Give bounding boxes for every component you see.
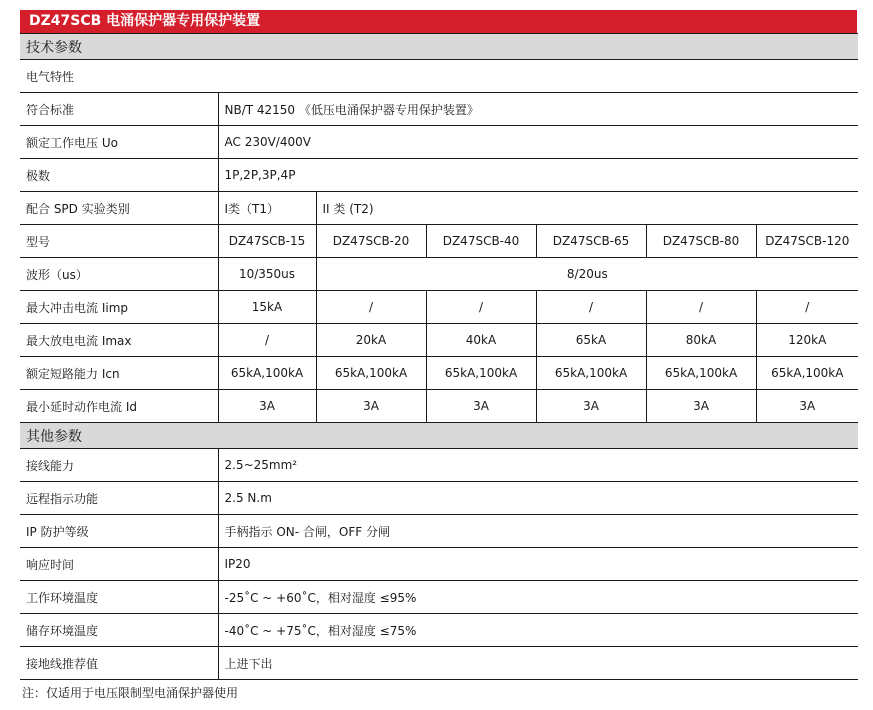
row-value: 2.5~25mm²	[218, 449, 858, 482]
row-label: IP 防护等级	[20, 515, 218, 548]
table-row-standard	[20, 93, 858, 126]
row-label: 最小延时动作电流 Id	[20, 390, 218, 423]
value-cell: 65kA	[536, 324, 646, 357]
row-label: 极数	[20, 159, 218, 192]
row-value: IP20	[218, 548, 858, 581]
row-label: 储存环境温度	[20, 614, 218, 647]
row-value: 上进下出	[218, 647, 858, 680]
spd-class-1: Ⅰ类（T1）	[218, 192, 316, 225]
table-row-other	[20, 647, 858, 680]
value-cell: 65kA,100kA	[426, 357, 536, 390]
table-row-icn	[20, 357, 858, 390]
table-row-imax	[20, 324, 858, 357]
table-row-other	[20, 482, 858, 515]
value-cell: /	[218, 324, 316, 357]
row-label: 接地线推荐值	[20, 647, 218, 680]
model-cell: DZ47SCB-65	[536, 225, 646, 258]
table-row-other	[20, 614, 858, 647]
spd-class-2: II 类 (T2)	[316, 192, 858, 225]
table-row-model	[20, 225, 858, 258]
value-cell: 15kA	[218, 291, 316, 324]
table-row-other	[20, 581, 858, 614]
section-header-tech	[20, 34, 858, 60]
value-cell: /	[426, 291, 536, 324]
value-cell: /	[316, 291, 426, 324]
model-cell: DZ47SCB-15	[218, 225, 316, 258]
row-label: 工作环境温度	[20, 581, 218, 614]
row-label: 响应时间	[20, 548, 218, 581]
value-cell: 65kA,100kA	[316, 357, 426, 390]
value-cell: 3A	[536, 390, 646, 423]
value-cell: 20kA	[316, 324, 426, 357]
subsection-title: 电气特性	[20, 60, 858, 93]
table-row-iimp	[20, 291, 858, 324]
row-label: 额定短路能力 Icn	[20, 357, 218, 390]
row-value: 手柄指示 ON- 合闸，OFF 分闸	[218, 515, 858, 548]
table-row-other	[20, 515, 858, 548]
model-cell: DZ47SCB-80	[646, 225, 756, 258]
value-cell: /	[756, 291, 858, 324]
value-cell: 3A	[756, 390, 858, 423]
row-label: 配合 SPD 实验类别	[20, 192, 218, 225]
waveform-cell: 10/350us	[218, 258, 316, 291]
table-row-waveform	[20, 258, 858, 291]
row-label: 符合标准	[20, 93, 218, 126]
table-row-other	[20, 548, 858, 581]
value-cell: 3A	[646, 390, 756, 423]
document-title: DZ47SCB 电涌保护器专用保护装置	[20, 10, 857, 33]
row-label: 远程指示功能	[20, 482, 218, 515]
value-cell: 65kA,100kA	[536, 357, 646, 390]
waveform-cell: 8/20us	[316, 258, 858, 291]
row-label: 接线能力	[20, 449, 218, 482]
value-cell: 80kA	[646, 324, 756, 357]
row-value: NB/T 42150 《低压电涌保护器专用保护装置》	[218, 93, 858, 126]
section-title: 其他参数	[20, 423, 858, 449]
section-title: 技术参数	[20, 34, 858, 60]
table-row-other	[20, 449, 858, 482]
table-row-poles	[20, 159, 858, 192]
section-header-other	[20, 423, 858, 449]
model-cell: DZ47SCB-20	[316, 225, 426, 258]
row-value: -25˚C ~ +60˚C，相对湿度 ≤95%	[218, 581, 858, 614]
value-cell: 40kA	[426, 324, 536, 357]
value-cell: 120kA	[756, 324, 858, 357]
table-row-spd-class	[20, 192, 858, 225]
row-value: -40˚C ~ +75˚C，相对湿度 ≤75%	[218, 614, 858, 647]
row-value: 2.5 N.m	[218, 482, 858, 515]
value-cell: 3A	[218, 390, 316, 423]
value-cell: /	[536, 291, 646, 324]
row-label: 波形（us）	[20, 258, 218, 291]
value-cell: 65kA,100kA	[756, 357, 858, 390]
value-cell: 65kA,100kA	[218, 357, 316, 390]
model-cell: DZ47SCB-120	[756, 225, 858, 258]
table-row-voltage	[20, 126, 858, 159]
row-label: 最大放电电流 Imax	[20, 324, 218, 357]
table-row-id	[20, 390, 858, 423]
value-cell: 65kA,100kA	[646, 357, 756, 390]
section-subheader-electrical	[20, 60, 858, 93]
row-label: 额定工作电压 Uo	[20, 126, 218, 159]
model-cell: DZ47SCB-40	[426, 225, 536, 258]
value-cell: 3A	[426, 390, 536, 423]
spec-table	[20, 33, 858, 680]
value-cell: /	[646, 291, 756, 324]
row-label: 型号	[20, 225, 218, 258]
row-label: 最大冲击电流 Iimp	[20, 291, 218, 324]
footnote: 注：仅适用于电压限制型电涌保护器使用	[22, 686, 239, 700]
row-value: AC 230V/400V	[218, 126, 858, 159]
value-cell: 3A	[316, 390, 426, 423]
row-value: 1P,2P,3P,4P	[218, 159, 858, 192]
